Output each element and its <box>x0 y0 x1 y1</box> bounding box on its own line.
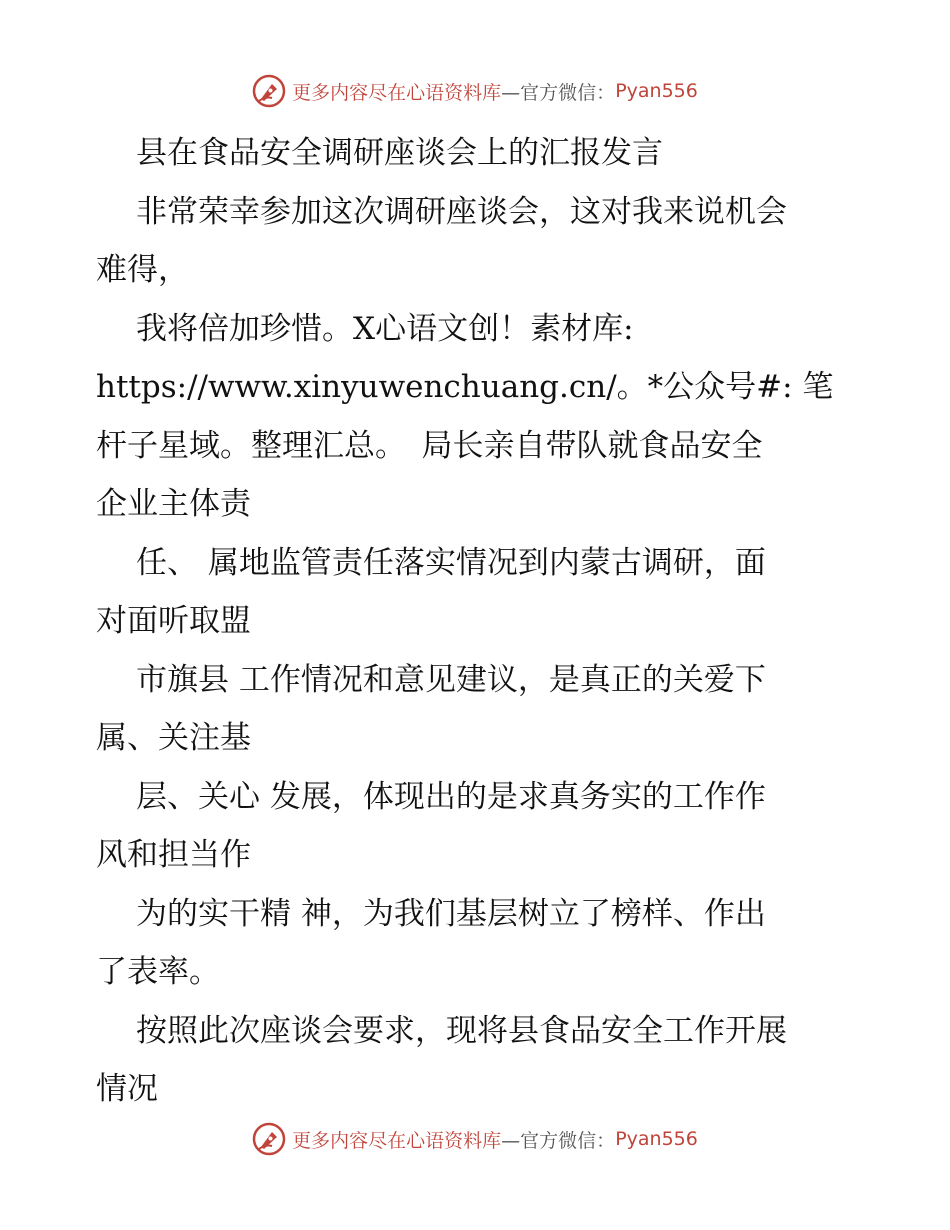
paragraph-line: 杆子星域。整理汇总。 局长亲自带队就食品安全 <box>96 427 763 464</box>
paragraph-line: 风和担当作 <box>96 837 251 873</box>
header-watermark <box>0 74 950 108</box>
paragraph-line: https://www.xinyuwenchuang.cn/。*公众号#: 笔 <box>96 369 834 405</box>
watermark-account: Pyan556 <box>615 1128 698 1150</box>
paragraph-line: 我将倍加珍惜。X心语文创！素材库: <box>136 310 634 347</box>
paragraph-line: 层、关心 发展，体现出的是求真务实的工作作 <box>136 778 766 815</box>
paragraph-line: 了表率。 <box>96 954 220 990</box>
watermark-separator: —官方微信： <box>501 1129 616 1152</box>
paragraph-line: 企业主体责 <box>96 486 251 522</box>
paragraph-line: 属、关注基 <box>96 720 251 756</box>
paragraph-line: 为的实干精 神，为我们基层树立了榜样、作出 <box>136 895 766 932</box>
paragraph-line: 市旗县 工作情况和意见建议，是真正的关爱下 <box>136 661 766 698</box>
watermark-text: 更多内容尽在心语资料库 <box>292 1129 502 1152</box>
watermark-separator: —官方微信： <box>501 81 616 104</box>
document-body <box>96 124 856 1119</box>
paragraph-line: 对面听取盟 <box>96 603 251 639</box>
footer-watermark <box>0 1122 950 1156</box>
watermark-account: Pyan556 <box>615 80 698 102</box>
paragraph-line: 难得， <box>96 252 189 288</box>
pen-nib-logo-icon <box>252 74 286 108</box>
document-title: 县在食品安全调研座谈会上的汇报发言 <box>136 135 663 171</box>
pen-nib-logo-icon <box>252 1122 286 1156</box>
paragraph-line: 按照此次座谈会要求，现将县食品安全工作开展 <box>136 1012 787 1049</box>
paragraph-line: 情况 <box>96 1071 158 1107</box>
paragraph-line: 任、 属地监管责任落实情况到内蒙古调研，面 <box>136 544 766 581</box>
paragraph-line: 非常荣幸参加这次调研座谈会，这对我来说机会 <box>136 193 787 230</box>
watermark-text: 更多内容尽在心语资料库 <box>292 81 502 104</box>
